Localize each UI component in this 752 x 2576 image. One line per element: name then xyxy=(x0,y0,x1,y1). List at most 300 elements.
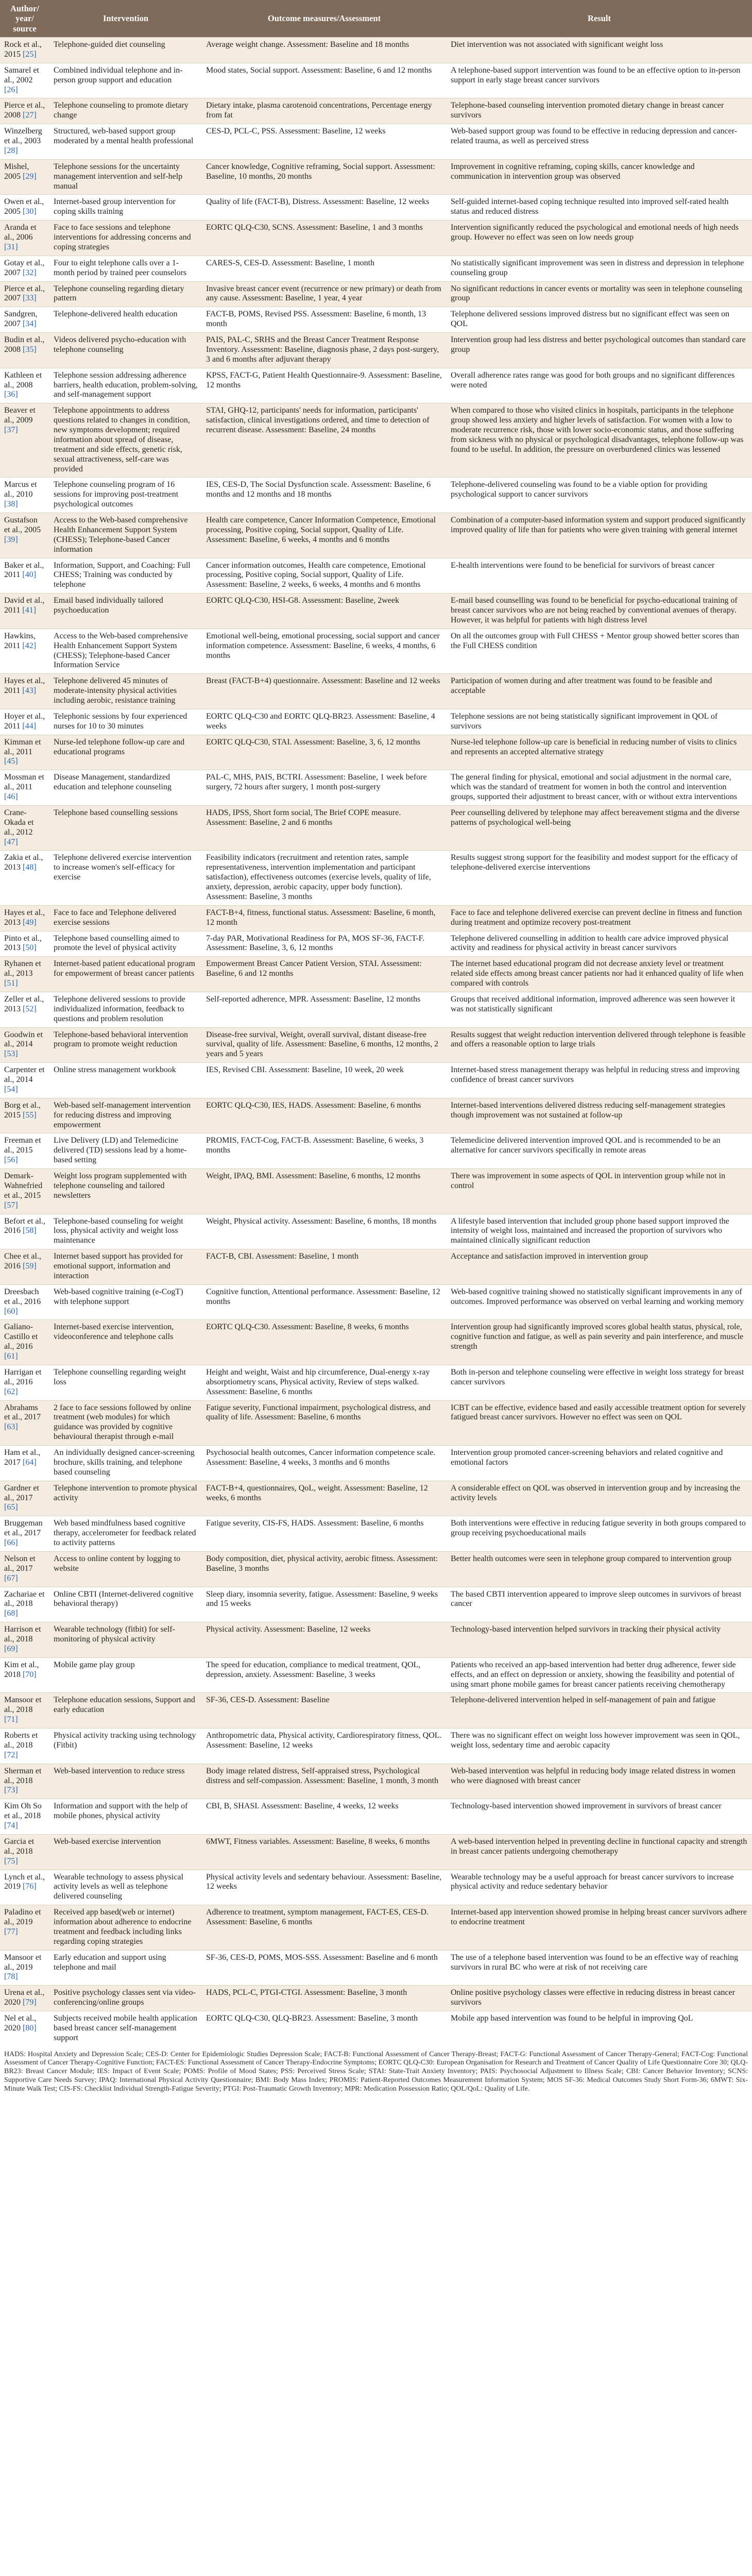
author-cell xyxy=(0,368,49,403)
intervention-cell: Telephone counseling program of 16 sessions for improving post-treatment psychological outcomes xyxy=(49,478,202,513)
table-row xyxy=(0,333,752,368)
outcome-cell: Dietary intake, plasma carotenoid concentrations, Percentage energy from fat xyxy=(202,98,447,124)
table-footnote: HADS: Hospital Anxiety and Depression Scale; CES-D: Center for Epidemiologic Studies Depression Scale; FACT-B: Functional Assessment of Cancer Therapy-Breast; FACT-G: Functional Assessment of Cancer Therapy-General; FACT-Cog: Functional Assessment of Cancer Therapy-Cognitive Function; FACT-ES: Functional Assessment of Cancer Therapy-Endocrine Symptoms; EORTC QLQ-C30: European Organisation for Research and Treatment of Cancer Quality of Life Questionnaire Core 30; QLQ-BR23: Breast Cancer Module; IES: Impact of Event Scale; POMS: Profile of Mood States; PSS: Perceived Stress Scale; STAI: State-Trait Anxiety Inventory; PAIS: Psychosocial Adjustment to Illness Scale; CBI: Cancer Behavior Inventory; SCNS: Supportive Care Needs Survey; IPAQ: International Physical Activity Questionnaire; BMI: Body Mass Index; PROMIS: Patient-Reported Outcomes Measurement Information System; MOS SF-36: Medical Outcomes Study Short Form-36; 6MWT: Six-Minute Walk Test; CIS-FS: Checklist Individual Strength-Fatigue Severity; PTGI: Post-Traumatic Growth Inventory; MPR: Medication Possession Ratio; QOL/QoL: Quality of Life. xyxy=(4,2050,748,2093)
result-cell: Web-based support group was found to be effective in reducing depression and cancer-related trauma, as well as perceived stress xyxy=(447,124,752,160)
author-cell xyxy=(0,98,49,124)
reference-link[interactable]: [70] xyxy=(23,1670,37,1679)
reference-link[interactable]: [29] xyxy=(23,172,37,181)
author-cell xyxy=(0,709,49,735)
result-cell: Internet-based interventions delivered distress reducing self-management strategies though improvement was not sustained at follow-up xyxy=(447,1098,752,1133)
table-row xyxy=(0,957,752,992)
result-cell: Participation of women during and after treatment was found to be feasible and acceptable xyxy=(447,674,752,709)
author-year: David et al., 2011 xyxy=(4,596,45,615)
table-row xyxy=(0,1587,752,1622)
author-cell xyxy=(0,195,49,221)
author-cell xyxy=(0,1214,49,1249)
reference-link[interactable]: [40] xyxy=(22,570,37,580)
result-cell: Telephone delivered sessions improved distress but no significant effect was seen on QOL xyxy=(447,307,752,333)
result-cell: Intervention group had significantly improved scores global health status, physical, role, cognitive function and fatigue, as well as pain severity and pain interference, and muscle strength xyxy=(447,1320,752,1365)
author-cell xyxy=(0,805,49,851)
intervention-cell: Web-based exercise intervention xyxy=(49,1834,202,1870)
result-cell: No statistically significant improvement was seen in distress and depression in telephone counseling group xyxy=(447,256,752,281)
outcome-cell: Sleep diary, insomnia severity, fatigue. Assessment: Baseline, 9 weeks and 15 weeks xyxy=(202,1587,447,1622)
reference-link[interactable]: [62] xyxy=(4,1387,18,1396)
outcome-cell: Cancer knowledge, Cognitive reframing, Social support. Assessment: Baseline, 10 months, 20 months xyxy=(202,159,447,195)
intervention-cell: Web based mindfulness based cognitive therapy, accelerometer for feedback related to activity patterns xyxy=(49,1516,202,1552)
author-year: Baker et al., 2011 xyxy=(4,561,44,580)
intervention-cell: Telephone delivered exercise intervention to increase women's self-efficacy for exercise xyxy=(49,851,202,905)
reference-link[interactable]: [64] xyxy=(23,1458,37,1467)
table-row xyxy=(0,594,752,629)
intervention-cell: Telephonic sessions by four experienced nurses for 10 to 30 minutes xyxy=(49,709,202,735)
reference-link[interactable]: [69] xyxy=(4,1644,18,1653)
reference-link[interactable]: [30] xyxy=(23,207,37,216)
result-cell: Improvement in cognitive reframing, coping skills, cancer knowledge and communication in intervention group was observed xyxy=(447,159,752,195)
table-row xyxy=(0,992,752,1027)
table-row xyxy=(0,1365,752,1400)
author-cell xyxy=(0,1284,49,1320)
table-row xyxy=(0,674,752,709)
intervention-cell: Telephone based counselling sessions xyxy=(49,805,202,851)
reference-link[interactable]: [43] xyxy=(22,686,37,696)
reference-link[interactable]: [44] xyxy=(22,721,37,731)
intervention-cell: 2 face to face sessions followed by online treatment (web modules) for which guidance was provided by cognitive behavioural therapist through e-mail xyxy=(49,1400,202,1446)
author-year: Mossman et al., 2011 xyxy=(4,773,44,792)
outcome-cell: FACT-B+4, questionnaires, QoL, weight. Assessment: Baseline, 12 weeks, 6 months xyxy=(202,1481,447,1516)
outcome-cell: Quality of life (FACT-B), Distress. Assessment: Baseline, 12 weeks xyxy=(202,195,447,221)
reference-link[interactable]: [52] xyxy=(23,1004,37,1013)
outcome-cell: Cancer information outcomes, Health care competence, Emotional processing, Positive coping, Social support, Quality of Life. Assessment: Baseline, 2 weeks, 6 weeks, 4 months and 6 months xyxy=(202,558,447,594)
reference-link[interactable]: [38] xyxy=(4,500,18,509)
reference-link[interactable]: [50] xyxy=(23,943,37,953)
author-year: Kathleen et al., 2008 xyxy=(4,370,42,389)
intervention-cell: Internet based support has provided for emotional support, information and interaction xyxy=(49,1249,202,1285)
result-cell: Peer counselling delivered by telephone may affect bereavement stigma and the diverse patterns of psychological well-being xyxy=(447,805,752,851)
author-year: Zachariae et al., 2018 xyxy=(4,1589,45,1608)
intervention-cell: Internet-based patient educational program for empowerment of breast cancer patients xyxy=(49,957,202,992)
intervention-cell: Internet-based group intervention for coping skills training xyxy=(49,195,202,221)
outcome-cell: FACT-B+4, fitness, functional status. Assessment: Baseline, 6 month, 12 month xyxy=(202,905,447,931)
author-cell xyxy=(0,1657,49,1693)
table-row xyxy=(0,124,752,160)
reference-link[interactable]: [59] xyxy=(23,1262,37,1270)
column-header-author: Author/ year/ source xyxy=(10,3,39,33)
intervention-cell: Positive psychology classes sent via video-conferencing/online groups xyxy=(49,1986,202,2011)
result-cell: Face to face and telephone delivered exercise can prevent decline in fitness and function during treatment and optimize recovery post-treatment xyxy=(447,905,752,931)
table-row xyxy=(0,1027,752,1063)
table-row xyxy=(0,1320,752,1365)
reference-link[interactable]: [46] xyxy=(4,792,18,801)
author-cell xyxy=(0,1799,49,1835)
author-year: Lynch et al., 2019 xyxy=(4,1872,45,1891)
table-row xyxy=(0,629,752,674)
outcome-cell: STAI, GHQ-12, participants' needs for information, participants' satisfaction, clinical investigations ordered, and time to detection of recurrent disease. Assessment: Baseline, 24 months xyxy=(202,403,447,478)
table-row xyxy=(0,1950,752,1986)
author-cell xyxy=(0,513,49,558)
author-year: Mansoor et al., 2019 xyxy=(4,1953,42,1972)
outcome-cell: EORTC QLQ-C30, IES, HADS. Assessment: Baseline, 6 months xyxy=(202,1098,447,1133)
outcome-cell: Breast (FACT-B+4) questionnaire. Assessment: Baseline and 12 weeks xyxy=(202,674,447,709)
intervention-cell: Received app based(web or internet) information about adherence to endocrine treatment and feedback including links regarding coping strategies xyxy=(49,1905,202,1951)
result-cell: Self-guided internet-based coping technique resulted into improved self-rated health status and reduced distress xyxy=(447,195,752,221)
table-row xyxy=(0,478,752,513)
author-cell xyxy=(0,770,49,806)
reference-link[interactable]: [80] xyxy=(23,2023,37,2032)
outcome-cell: Weight, Physical activity. Assessment: Baseline, 6 months, 18 months xyxy=(202,1214,447,1249)
reference-link[interactable]: [28] xyxy=(4,146,18,155)
outcome-cell: KPSS, FACT-G, Patient Health Questionnaire-9. Assessment: Baseline, 12 months xyxy=(202,368,447,403)
author-cell xyxy=(0,594,49,629)
author-year: Freeman et al., 2015 xyxy=(4,1136,41,1155)
reference-link[interactable]: [76] xyxy=(23,1882,37,1891)
intervention-cell: Face to face and Telephone delivered exercise sessions xyxy=(49,905,202,931)
author-cell xyxy=(0,1249,49,1285)
intervention-cell: Wearable technology (fitbit) for self-monitoring of physical activity xyxy=(49,1622,202,1658)
table-row xyxy=(0,221,752,256)
author-year: Demark-Wahnefried et al., 2015 xyxy=(4,1172,43,1200)
outcome-cell: Average weight change. Assessment: Baseline and 18 months xyxy=(202,38,447,63)
reference-link[interactable]: [67] xyxy=(4,1573,18,1583)
reference-link[interactable]: [45] xyxy=(4,757,18,766)
author-cell xyxy=(0,851,49,905)
reference-link[interactable]: [54] xyxy=(4,1084,18,1094)
outcome-cell: EORTC QLQ-C30, QLQ-BR23. Assessment: Baseline, 3 month xyxy=(202,2011,447,2046)
reference-link[interactable]: [78] xyxy=(4,1972,18,1981)
table-row xyxy=(0,307,752,333)
author-cell xyxy=(0,38,49,63)
author-year: Beaver et al., 2009 xyxy=(4,406,36,425)
reference-link[interactable]: [71] xyxy=(4,1715,18,1724)
table-row xyxy=(0,1098,752,1133)
result-cell: The general finding for physical, emotional and social adjustment in the normal care, which was the standard of treatment for women in both the control and intervention groups, supported their adjustment to breast cancer, with or without extra interventions xyxy=(447,770,752,806)
author-year: Sandgren, 2007 xyxy=(4,310,38,329)
author-year: Sherman et al., 2018 xyxy=(4,1766,42,1785)
author-cell xyxy=(0,1728,49,1764)
author-cell xyxy=(0,674,49,709)
intervention-cell: Wearable technology to assess physical activity levels as well as telephone delivered counseling xyxy=(49,1870,202,1905)
result-cell: Web-based cognitive training showed no statistically significant improvements in any of outcomes. Improved performance was observed on verbal learning and working memory xyxy=(447,1284,752,1320)
author-cell xyxy=(0,281,49,307)
reference-link[interactable]: [47] xyxy=(4,837,18,846)
intervention-cell: Information and support with the help of mobile phones, physical activity xyxy=(49,1799,202,1835)
result-cell: A web-based intervention helped in preventing decline in functional capacity and strength in breast cancer patients undergoing chemotherapy xyxy=(447,1834,752,1870)
reference-link[interactable]: [74] xyxy=(4,1821,18,1830)
author-cell xyxy=(0,256,49,281)
author-year: Harrigan et al., 2016 xyxy=(4,1367,42,1386)
author-year: Mishel, 2005 xyxy=(4,162,29,181)
table-row xyxy=(0,1214,752,1249)
author-cell xyxy=(0,1986,49,2011)
author-year: Bruggeman et al., 2017 xyxy=(4,1519,43,1538)
reference-link[interactable]: [75] xyxy=(4,1856,18,1866)
outcome-cell: IES, Revised CBI. Assessment: Baseline, 10 week, 20 week xyxy=(202,1063,447,1098)
intervention-cell: Telephone sessions for the uncertainty management intervention and self-help manual xyxy=(49,159,202,195)
outcome-cell: Invasive breast cancer event (recurrence or new primary) or death from any cause. Assessment: Baseline, 1 year, 4 year xyxy=(202,281,447,307)
intervention-cell: Telephone-guided diet counseling xyxy=(49,38,202,63)
reference-link[interactable]: [55] xyxy=(23,1110,37,1120)
author-cell xyxy=(0,1764,49,1799)
outcome-cell: CBI, B, SHASI. Assessment: Baseline, 4 weeks, 12 weeks xyxy=(202,1799,447,1835)
result-cell: Acceptance and satisfaction improved in intervention group xyxy=(447,1249,752,1285)
result-cell: Results suggest that weight reduction intervention delivered through telephone is feasible and offers a reasonable option to large trials xyxy=(447,1027,752,1063)
author-year: Befort et al., 2016 xyxy=(4,1216,45,1235)
outcome-cell: Body image related distress, Self-appraised stress, Psychological distress and self-compassion. Assessment: Baseline, 1 month, 3 month xyxy=(202,1764,447,1799)
intervention-cell: Access to the Web-based comprehensive Health Enhancement Support System (CHESS); Telephone-based Cancer Information Service xyxy=(49,629,202,674)
reference-link[interactable]: [39] xyxy=(4,535,18,544)
author-year: Zeller et al., 2013 xyxy=(4,994,44,1013)
author-year: Zakia et al., 2013 xyxy=(4,853,43,872)
intervention-cell: Web-based self-management intervention for reducing distress and improving empowerment xyxy=(49,1098,202,1133)
author-cell xyxy=(0,905,49,931)
result-cell: Mobile app based intervention was found to be helpful in improving QoL xyxy=(447,2011,752,2046)
author-year: Mansoor et al., 2018 xyxy=(4,1696,42,1715)
reference-link[interactable]: [58] xyxy=(23,1226,37,1235)
author-cell xyxy=(0,1905,49,1951)
reference-link[interactable]: [32] xyxy=(23,268,37,277)
intervention-cell: Subjects received mobile health application based breast cancer self-management support xyxy=(49,2011,202,2046)
author-year: Nel et al., 2020 xyxy=(4,2014,37,2032)
reference-link[interactable]: [36] xyxy=(4,390,18,399)
table-row xyxy=(0,513,752,558)
column-header-result: Result xyxy=(588,13,611,24)
result-cell: Telephone delivered counselling in addition to health care advice improved physical activity and readiness for physical activity in breast cancer survivors xyxy=(447,931,752,957)
author-year: Owen et al., 2005 xyxy=(4,197,44,216)
reference-link[interactable]: [51] xyxy=(4,979,18,988)
result-cell: E-health interventions were found to be beneficial for survivors of breast cancer xyxy=(447,558,752,594)
result-cell: Results suggest strong support for the feasibility and modest support for the efficacy of telephone-delivered exercise interventions xyxy=(447,851,752,905)
author-year: Hawkins, 2011 xyxy=(4,631,36,650)
result-cell: Intervention group had less distress and better psychological outcomes than standard care group xyxy=(447,333,752,368)
intervention-cell: Telephone delivered sessions to provide individualized information, feedback to questions and problem resolution xyxy=(49,992,202,1027)
author-cell xyxy=(0,629,49,674)
outcome-cell: Physical activity. Assessment: Baseline, 12 weeks xyxy=(202,1622,447,1658)
result-cell: Internet-based stress management therapy was helpful in reducing stress and improving confidence of breast cancer survivors xyxy=(447,1063,752,1098)
author-cell xyxy=(0,1365,49,1400)
intervention-cell: Telephone-based counseling for weight loss, physical activity and weight loss maintenance xyxy=(49,1214,202,1249)
result-cell: Telemedicine delivered intervention improved QOL and is recommended to be an alternative for cancer survivors specifically in remote areas xyxy=(447,1133,752,1169)
table-row xyxy=(0,1063,752,1098)
intervention-cell: Telephone appointments to address questions related to changes in condition, new symptoms development; required information about spread of disease, treatment and side effects, genetic risk, sexual attractiveness, self-care was provided xyxy=(49,403,202,478)
author-cell xyxy=(0,1481,49,1516)
intervention-cell: Access to online content by logging to website xyxy=(49,1551,202,1587)
intervention-cell: Online CBTI (Internet-delivered cognitive behavioral therapy) xyxy=(49,1587,202,1622)
author-year: Carpenter et al., 2014 xyxy=(4,1065,45,1084)
intervention-cell: Early education and support using telephone and mail xyxy=(49,1950,202,1986)
outcome-cell: Adherence to treatment, symptom management, FACT-ES, CES-D. Assessment: Baseline, 6 months xyxy=(202,1905,447,1951)
intervention-cell: Combined individual telephone and in-person group support and education xyxy=(49,63,202,98)
intervention-cell: Information, Support, and Coaching: Full CHESS; Training was conducted by telephone xyxy=(49,558,202,594)
author-cell xyxy=(0,558,49,594)
table-row xyxy=(0,1799,752,1835)
table-row xyxy=(0,368,752,403)
intervention-cell: Live Delivery (LD) and Telemedicine delivered (TD) sessions lead by a home-based setting xyxy=(49,1133,202,1169)
author-cell xyxy=(0,307,49,333)
reference-link[interactable]: [31] xyxy=(4,242,18,251)
author-cell xyxy=(0,1320,49,1365)
intervention-cell: Nurse-led telephone follow-up care and educational programs xyxy=(49,735,202,770)
intervention-cell: Email based individually tailored psychoeducation xyxy=(49,594,202,629)
author-year: Harrison et al., 2018 xyxy=(4,1625,41,1643)
author-year: Kim Oh So et al., 2018 xyxy=(4,1802,42,1821)
table-row xyxy=(0,1400,752,1446)
author-cell xyxy=(0,735,49,770)
intervention-cell: Web-based intervention to reduce stress xyxy=(49,1764,202,1799)
reference-link[interactable]: [37] xyxy=(4,426,18,434)
author-cell xyxy=(0,2011,49,2046)
result-cell: The based CBTI intervention appeared to improve sleep outcomes in survivors of breast cancer xyxy=(447,1587,752,1622)
reference-link[interactable]: [56] xyxy=(4,1156,18,1165)
table-row xyxy=(0,735,752,770)
author-year: Urena et al., 2020 xyxy=(4,1988,45,2007)
table-row xyxy=(0,1133,752,1169)
table-row xyxy=(0,1551,752,1587)
intervention-cell: Telephone education sessions, Support and early education xyxy=(49,1693,202,1728)
reference-link[interactable]: [42] xyxy=(22,641,37,650)
author-year: Dreesbach et al., 2016 xyxy=(4,1287,41,1306)
outcome-cell: EORTC QLQ-C30 and EORTC QLQ-BR23. Assessment: Baseline, 4 weeks xyxy=(202,709,447,735)
outcome-cell: EORTC QLQ-C30, SCNS. Assessment: Baseline, 1 and 3 months xyxy=(202,221,447,256)
result-cell: Nurse-led telephone follow-up care is beneficial in reducing number of visits to clinics and represents an accepted alternative strategy xyxy=(447,735,752,770)
intervention-cell: Four to eight telephone calls over a 1-month period by trained peer counselors xyxy=(49,256,202,281)
table-row xyxy=(0,770,752,806)
intervention-cell: Videos delivered psycho-education with telephone counseling xyxy=(49,333,202,368)
table-row xyxy=(0,1834,752,1870)
table-row xyxy=(0,558,752,594)
table-row xyxy=(0,1870,752,1905)
intervention-cell: An individually designed cancer-screening brochure, skills training, and telephone based counseling xyxy=(49,1446,202,1481)
table-row xyxy=(0,38,752,63)
table-row xyxy=(0,931,752,957)
outcome-cell: Body composition, diet, physical activity, aerobic fitness. Assessment: Baseline, 3 months xyxy=(202,1551,447,1587)
reference-link[interactable]: [63] xyxy=(4,1422,18,1432)
outcome-cell: Health care competence, Cancer Information Competence, Emotional processing, Positive coping, Social support, Quality of Life. Assessment: Baseline, 6 weeks, 4 months and 6 months xyxy=(202,513,447,558)
author-year: Gustafson et al., 2005 xyxy=(4,516,41,534)
author-cell xyxy=(0,1622,49,1658)
reference-link[interactable]: [26] xyxy=(4,85,18,94)
result-cell: Groups that received additional information, improved adherence was seen however it was not statistically significant xyxy=(447,992,752,1027)
outcome-cell: Fatigue severity, Functional impairment, psychological distress, and quality of life. Assessment: Baseline, 6 months xyxy=(202,1400,447,1446)
table-row xyxy=(0,195,752,221)
outcome-cell: 7-day PAR, Motivational Readiness for PA, MOS SF-36, FACT-F. Assessment: Baseline, 3, 6, 12 months xyxy=(202,931,447,957)
result-cell: A lifestyle based intervention that included group phone based support improved the intensity of weight loss, maintained and increased the proportion of survivors who maintained clinically significant reduction xyxy=(447,1214,752,1249)
table-row xyxy=(0,403,752,478)
reference-link[interactable]: [35] xyxy=(23,345,37,354)
reference-link[interactable]: [49] xyxy=(23,918,37,927)
reference-link[interactable]: [25] xyxy=(23,49,37,59)
author-year: Borg et al., 2015 xyxy=(4,1100,41,1120)
reference-link[interactable]: [60] xyxy=(4,1307,18,1316)
result-cell: The use of a telephone based intervention was found to be an effective way of reaching survivors in rural BC who were at risk of not receiving care xyxy=(447,1950,752,1986)
table-row xyxy=(0,1905,752,1951)
table-row xyxy=(0,159,752,195)
table-row xyxy=(0,1693,752,1728)
author-year: Marcus et al., 2010 xyxy=(4,480,37,499)
result-cell: Diet intervention was not associated with significant weight loss xyxy=(447,38,752,63)
outcome-cell: Fatigue severity, CIS-FS, HADS. Assessment: Baseline, 6 months xyxy=(202,1516,447,1552)
column-header-intervention: Intervention xyxy=(103,13,148,24)
author-year: Galiano-Castillo et al., 2016 xyxy=(4,1323,38,1351)
reference-link[interactable]: [27] xyxy=(23,111,37,120)
author-cell xyxy=(0,1027,49,1063)
author-year: Hoyer et al., 2011 xyxy=(4,711,45,731)
result-cell: Telephone-based counseling intervention promoted dietary change in breast cancer survivors xyxy=(447,98,752,124)
reference-link[interactable]: [72] xyxy=(4,1750,18,1759)
result-cell: On all the outcomes group with Full CHESS + Mentor group showed better scores than the Full CHESS condition xyxy=(447,629,752,674)
result-cell: The internet based educational program did not decrease anxiety level or treatment related side effects among breast cancer patients nor had it enhanced quality of life when compared with controls xyxy=(447,957,752,992)
author-year: Goodwin et al., 2014 xyxy=(4,1030,43,1049)
table-row xyxy=(0,2011,752,2046)
outcome-cell: EORTC QLQ-C30, HSI-G8. Assessment: Baseline, 2week xyxy=(202,594,447,629)
reference-link[interactable]: [66] xyxy=(4,1538,18,1547)
outcome-cell: Mood states, Social support. Assessment: Baseline, 6 and 12 months xyxy=(202,63,447,98)
author-year: Garcia et al., 2018 xyxy=(4,1837,35,1856)
table-row xyxy=(0,1657,752,1693)
author-cell xyxy=(0,63,49,98)
author-cell xyxy=(0,992,49,1027)
reference-link[interactable]: [53] xyxy=(4,1049,18,1059)
outcome-cell: CARES-S, CES-D. Assessment: Baseline, 1 month xyxy=(202,256,447,281)
author-year: Kimman et al., 2011 xyxy=(4,737,41,756)
table-row xyxy=(0,1986,752,2011)
table-row xyxy=(0,1169,752,1214)
result-cell: Technology-based intervention showed improvement in survivors of breast cancer xyxy=(447,1799,752,1835)
reference-link[interactable]: [68] xyxy=(4,1609,18,1618)
reference-link[interactable]: [48] xyxy=(23,863,37,872)
author-year: Hayes et al., 2011 xyxy=(4,676,45,696)
result-cell: Online positive psychology classes were effective in reducing distress in breast cancer survivors xyxy=(447,1986,752,2011)
result-cell: No significant reductions in cancer events or mortality was seen in telephone counseling group xyxy=(447,281,752,307)
reference-link[interactable]: [34] xyxy=(23,319,37,329)
table-row xyxy=(0,805,752,851)
intervention-cell: Web-based cognitive training (e-CogT) with telephone support xyxy=(49,1284,202,1320)
table-row xyxy=(0,1516,752,1552)
outcome-cell: HADS, IPSS, Short form social, The Brief COPE measure. Assessment: Baseline, 2 and 6 months xyxy=(202,805,447,851)
reference-link[interactable]: [61] xyxy=(4,1352,18,1361)
reference-link[interactable]: [79] xyxy=(23,1998,37,2007)
reference-link[interactable]: [41] xyxy=(22,606,37,615)
table-row xyxy=(0,1284,752,1320)
result-cell: Wearable technology may be a useful approach for breast cancer survivors to increase physical activity and reduce sedentary behavior xyxy=(447,1870,752,1905)
result-cell: Better health outcomes were seen in telephone group compared to intervention group xyxy=(447,1551,752,1587)
author-year: Gardner et al., 2017 xyxy=(4,1483,39,1502)
result-cell: Intervention significantly reduced the psychological and emotional needs of high needs group. However no effect was seen on low needs group xyxy=(447,221,752,256)
result-cell: Combination of a computer-based information system and support produced significantly improved quality of life than for patients who were given training with general internet xyxy=(447,513,752,558)
outcome-cell: Physical activity levels and sedentary behaviour. Assessment: Baseline, 12 weeks xyxy=(202,1870,447,1905)
author-year: Rock et al., 2015 xyxy=(4,40,42,59)
outcome-cell: PROMIS, FACT-Cog, FACT-B. Assessment: Baseline, 6 weeks, 3 months xyxy=(202,1133,447,1169)
outcome-cell: EORTC QLQ-C30, STAI. Assessment: Baseline, 3, 6, 12 months xyxy=(202,735,447,770)
reference-link[interactable]: [33] xyxy=(23,294,37,303)
reference-link[interactable]: [77] xyxy=(4,1927,18,1936)
table-row xyxy=(0,63,752,98)
author-cell xyxy=(0,1693,49,1728)
author-cell xyxy=(0,1587,49,1622)
result-cell: Web-based intervention was helpful in reducing body image related distress in women who were diagnosed with breast cancer xyxy=(447,1764,752,1799)
intervention-cell: Face to face sessions and telephone interventions for addressing concerns and coping strategies xyxy=(49,221,202,256)
author-year: Chee et al., 2016 xyxy=(4,1252,41,1270)
outcome-cell: Self-reported adherence, MPR. Assessment: Baseline, 12 months xyxy=(202,992,447,1027)
reference-link[interactable]: [57] xyxy=(4,1200,18,1210)
result-cell: A telephone-based support intervention was found to be an effective option to in-person support in early stage breast cancer survivors xyxy=(447,63,752,98)
result-cell: A considerable effect on QOL was observed in intervention group and by increasing the activity levels xyxy=(447,1481,752,1516)
reference-link[interactable]: [73] xyxy=(4,1786,18,1795)
outcome-cell: HADS, PCL-C, PTGI-CTGI. Assessment: Baseline, 3 month xyxy=(202,1986,447,2011)
author-year: Winzelberg et al., 2003 xyxy=(4,127,42,145)
result-cell: Internet-based app intervention showed promise in helping breast cancer survivors adhere to endocrine treatment xyxy=(447,1905,752,1951)
outcome-cell: EORTC QLQ-C30. Assessment: Baseline, 8 weeks, 6 months xyxy=(202,1320,447,1365)
reference-link[interactable]: [65] xyxy=(4,1503,18,1512)
intervention-cell: Structured, web-based support group moderated by a mental health professional xyxy=(49,124,202,160)
